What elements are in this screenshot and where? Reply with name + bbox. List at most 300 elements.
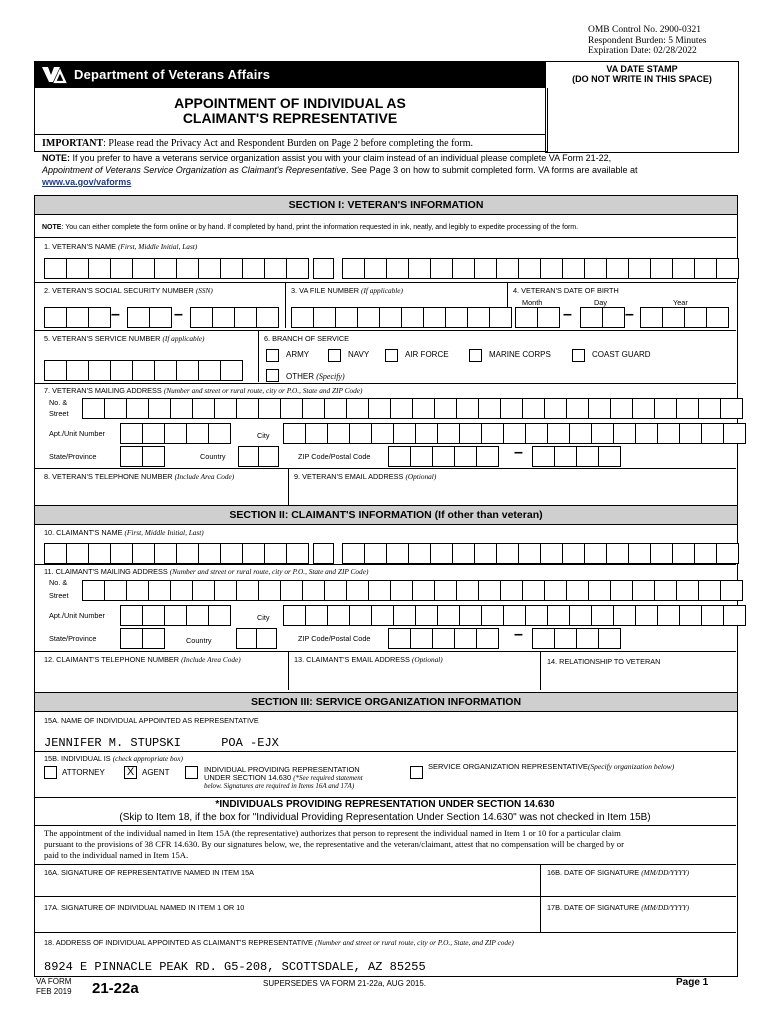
char-box[interactable] — [154, 543, 177, 564]
char-box[interactable] — [236, 398, 259, 419]
marine-corps-checkbox[interactable] — [469, 349, 482, 362]
char-box[interactable] — [234, 307, 257, 328]
veteran-name-label: 1. VETERAN'S NAME (First, Middle Initial, Last) — [44, 242, 198, 251]
char-box[interactable] — [110, 543, 133, 564]
char-box[interactable] — [132, 360, 155, 381]
char-box[interactable] — [132, 543, 155, 564]
char-box[interactable] — [566, 398, 589, 419]
char-box[interactable] — [537, 307, 560, 328]
claimant-zip-boxes[interactable] — [388, 628, 498, 649]
dob-month-boxes[interactable] — [515, 307, 559, 328]
char-box[interactable] — [66, 543, 89, 564]
char-box[interactable] — [198, 360, 221, 381]
claimant-state-boxes[interactable] — [120, 628, 164, 649]
char-box[interactable] — [349, 423, 372, 444]
char-box[interactable] — [313, 543, 334, 564]
char-box[interactable] — [283, 423, 306, 444]
char-box[interactable] — [716, 258, 739, 279]
char-box[interactable] — [679, 605, 702, 626]
char-box[interactable] — [606, 258, 629, 279]
char-box[interactable] — [430, 543, 453, 564]
char-box[interactable] — [628, 543, 651, 564]
ssn-boxes-1[interactable] — [44, 307, 110, 328]
char-box[interactable] — [104, 398, 127, 419]
char-box[interactable] — [576, 628, 599, 649]
char-box[interactable] — [662, 307, 685, 328]
veteran-first-name-boxes[interactable] — [44, 258, 308, 279]
claimant-state-label: State/Province — [49, 634, 97, 643]
char-box[interactable] — [164, 605, 187, 626]
char-box[interactable] — [454, 446, 477, 467]
char-box[interactable] — [580, 307, 603, 328]
char-box[interactable] — [170, 580, 193, 601]
char-box[interactable] — [635, 605, 658, 626]
char-box[interactable] — [432, 446, 455, 467]
ssn-boxes-2[interactable] — [127, 307, 171, 328]
char-box[interactable] — [415, 605, 438, 626]
char-box[interactable] — [650, 258, 673, 279]
char-box[interactable] — [127, 307, 150, 328]
char-box[interactable] — [606, 543, 629, 564]
char-box[interactable] — [214, 398, 237, 419]
dob-year-label: Year — [673, 298, 688, 307]
char-box[interactable] — [554, 446, 577, 467]
veteran-email-label: 9. VETERAN'S EMAIL ADDRESS (Optional) — [294, 472, 437, 481]
char-box[interactable] — [408, 543, 431, 564]
char-box[interactable] — [142, 446, 165, 467]
char-box[interactable] — [192, 398, 215, 419]
char-box[interactable] — [212, 307, 235, 328]
char-box[interactable] — [236, 628, 257, 649]
char-box[interactable] — [371, 605, 394, 626]
char-box[interactable] — [676, 580, 699, 601]
veteran-zip-boxes[interactable] — [388, 446, 498, 467]
char-box[interactable] — [610, 398, 633, 419]
service-org-label: SERVICE ORGANIZATION REPRESENTATIVE(Specify organization below) — [428, 762, 675, 771]
char-box[interactable] — [588, 398, 611, 419]
char-box[interactable] — [280, 398, 303, 419]
char-box[interactable] — [214, 580, 237, 601]
char-box[interactable] — [503, 423, 526, 444]
veteran-street-boxes[interactable] — [82, 398, 742, 419]
char-box[interactable] — [500, 580, 523, 601]
char-box[interactable] — [694, 543, 717, 564]
char-box[interactable] — [176, 543, 199, 564]
char-box[interactable] — [723, 605, 746, 626]
char-box[interactable] — [236, 580, 259, 601]
char-box[interactable] — [584, 543, 607, 564]
char-box[interactable] — [544, 580, 567, 601]
char-box[interactable] — [496, 258, 519, 279]
char-box[interactable] — [120, 628, 143, 649]
char-box[interactable] — [694, 258, 717, 279]
char-box[interactable] — [525, 605, 548, 626]
char-box[interactable] — [44, 258, 67, 279]
char-box[interactable] — [474, 543, 497, 564]
veteran-city-boxes[interactable] — [283, 423, 745, 444]
char-box[interactable] — [186, 423, 209, 444]
other-checkbox[interactable] — [266, 369, 279, 382]
veteran-last-name-boxes[interactable] — [342, 258, 738, 279]
char-box[interactable] — [242, 543, 265, 564]
char-box[interactable] — [598, 446, 621, 467]
ssn-boxes-3[interactable] — [190, 307, 278, 328]
char-box[interactable] — [632, 580, 655, 601]
char-box[interactable] — [192, 580, 215, 601]
char-box[interactable] — [327, 423, 350, 444]
char-box[interactable] — [554, 628, 577, 649]
char-box[interactable] — [657, 423, 680, 444]
char-box[interactable] — [591, 605, 614, 626]
veteran-phone-label: 8. VETERAN'S TELEPHONE NUMBER (Include Area Code) — [44, 472, 235, 481]
char-box[interactable] — [701, 605, 724, 626]
char-box[interactable] — [610, 580, 633, 601]
char-box[interactable] — [88, 543, 111, 564]
char-box[interactable] — [371, 423, 394, 444]
char-box[interactable] — [410, 446, 433, 467]
char-box[interactable] — [335, 307, 358, 328]
char-box[interactable] — [176, 360, 199, 381]
coast-guard-checkbox[interactable] — [572, 349, 585, 362]
char-box[interactable] — [628, 258, 651, 279]
char-box[interactable] — [474, 258, 497, 279]
char-box[interactable] — [698, 398, 721, 419]
char-box[interactable] — [540, 258, 563, 279]
char-box[interactable] — [544, 398, 567, 419]
char-box[interactable] — [684, 307, 707, 328]
char-box[interactable] — [364, 258, 387, 279]
char-box[interactable] — [82, 398, 105, 419]
char-box[interactable] — [126, 580, 149, 601]
char-box[interactable] — [176, 258, 199, 279]
char-box[interactable] — [430, 258, 453, 279]
individual-14630-checkbox[interactable] — [185, 766, 198, 779]
stamp-note: (DO NOT WRITE IN THIS SPACE) — [572, 74, 712, 84]
char-box[interactable] — [208, 605, 231, 626]
char-box[interactable] — [313, 258, 334, 279]
char-box[interactable] — [148, 580, 171, 601]
char-box[interactable] — [66, 307, 89, 328]
char-box[interactable] — [88, 307, 111, 328]
char-box[interactable] — [401, 307, 424, 328]
char-box[interactable] — [716, 543, 739, 564]
marine-corps-label: MARINE CORPS — [489, 350, 551, 359]
char-box[interactable] — [540, 543, 563, 564]
char-box[interactable] — [132, 258, 155, 279]
char-box[interactable] — [349, 605, 372, 626]
apt-label: Apt./Unit Number — [49, 429, 105, 438]
veteran-state-boxes[interactable] — [120, 446, 164, 467]
char-box[interactable] — [44, 543, 67, 564]
char-box[interactable] — [44, 307, 67, 328]
char-box[interactable] — [525, 423, 548, 444]
char-box[interactable] — [379, 307, 402, 328]
char-box[interactable] — [434, 580, 457, 601]
char-box[interactable] — [220, 258, 243, 279]
char-box[interactable] — [456, 398, 479, 419]
char-box[interactable] — [547, 605, 570, 626]
char-box[interactable] — [701, 423, 724, 444]
claimant-middle-initial-box[interactable] — [313, 543, 333, 564]
char-box[interactable] — [346, 398, 369, 419]
air-force-checkbox[interactable] — [385, 349, 398, 362]
service-number-boxes[interactable] — [44, 360, 242, 381]
char-box[interactable] — [88, 258, 111, 279]
dob-year-boxes[interactable] — [640, 307, 728, 328]
char-box[interactable] — [198, 258, 221, 279]
char-box[interactable] — [327, 605, 350, 626]
char-box[interactable] — [357, 307, 380, 328]
char-box[interactable] — [386, 543, 409, 564]
char-box[interactable] — [324, 398, 347, 419]
dob-dash-2: – — [625, 306, 634, 323]
veteran-middle-initial-box[interactable] — [313, 258, 333, 279]
char-box[interactable] — [584, 258, 607, 279]
char-box[interactable] — [264, 543, 287, 564]
ssn-dash-1: – — [111, 306, 120, 323]
char-box[interactable] — [258, 446, 279, 467]
char-box[interactable] — [142, 605, 165, 626]
char-box[interactable] — [452, 543, 475, 564]
dob-label: 4. VETERAN'S DATE OF BIRTH — [513, 286, 619, 295]
char-box[interactable] — [481, 605, 504, 626]
char-box[interactable] — [154, 360, 177, 381]
char-box[interactable] — [434, 398, 457, 419]
char-box[interactable] — [190, 307, 213, 328]
char-box[interactable] — [454, 628, 477, 649]
rep-address-value[interactable]: 8924 E PINNACLE PEAK RD. G5-208, SCOTTSDALE, AZ 85255 — [44, 960, 426, 974]
char-box[interactable] — [120, 423, 143, 444]
char-box[interactable] — [602, 307, 625, 328]
char-box[interactable] — [220, 360, 243, 381]
char-box[interactable] — [305, 423, 328, 444]
claimant-last-name-boxes[interactable] — [342, 543, 738, 564]
claimant-street-number-label: No. & — [49, 578, 68, 587]
claimant-street-boxes[interactable] — [82, 580, 742, 601]
char-box[interactable] — [88, 360, 111, 381]
char-box[interactable] — [408, 258, 431, 279]
char-box[interactable] — [503, 605, 526, 626]
char-box[interactable] — [120, 446, 143, 467]
char-box[interactable] — [142, 628, 165, 649]
char-box[interactable] — [164, 423, 187, 444]
char-box[interactable] — [66, 360, 89, 381]
char-box[interactable] — [566, 580, 589, 601]
veteran-zip4-boxes[interactable] — [532, 446, 620, 467]
char-box[interactable] — [720, 580, 743, 601]
char-box[interactable] — [66, 258, 89, 279]
agent-checkbox[interactable]: X — [124, 766, 137, 779]
char-box[interactable] — [650, 543, 673, 564]
char-box[interactable] — [44, 360, 67, 381]
claimant-country-boxes[interactable] — [236, 628, 276, 649]
char-box[interactable] — [82, 580, 105, 601]
char-box[interactable] — [496, 543, 519, 564]
char-box[interactable] — [126, 398, 149, 419]
char-box[interactable] — [657, 605, 680, 626]
char-box[interactable] — [412, 398, 435, 419]
char-box[interactable] — [532, 628, 555, 649]
char-box[interactable] — [489, 307, 512, 328]
char-box[interactable] — [324, 580, 347, 601]
char-box[interactable] — [706, 307, 729, 328]
char-box[interactable] — [302, 398, 325, 419]
char-box[interactable] — [388, 628, 411, 649]
char-box[interactable] — [632, 398, 655, 419]
char-box[interactable] — [569, 423, 592, 444]
char-box[interactable] — [522, 580, 545, 601]
char-box[interactable] — [410, 628, 433, 649]
char-box[interactable] — [481, 423, 504, 444]
char-box[interactable] — [286, 543, 309, 564]
va-forms-link[interactable]: www.va.gov/vaforms — [42, 177, 132, 187]
rep-name-value[interactable]: JENNIFER M. STUPSKI POA -EJX — [44, 736, 279, 750]
char-box[interactable] — [346, 580, 369, 601]
char-box[interactable] — [569, 605, 592, 626]
char-box[interactable] — [198, 543, 221, 564]
char-box[interactable] — [432, 628, 455, 649]
claimant-city-boxes[interactable] — [283, 605, 745, 626]
char-box[interactable] — [393, 605, 416, 626]
char-box[interactable] — [459, 423, 482, 444]
char-box[interactable] — [256, 307, 279, 328]
char-box[interactable] — [518, 258, 541, 279]
claimant-zip4-boxes[interactable] — [532, 628, 620, 649]
char-box[interactable] — [220, 543, 243, 564]
char-box[interactable] — [452, 258, 475, 279]
char-box[interactable] — [478, 398, 501, 419]
char-box[interactable] — [154, 258, 177, 279]
char-box[interactable] — [518, 543, 541, 564]
section-3-header: SECTION III: SERVICE ORGANIZATION INFORMATION — [35, 692, 737, 712]
char-box[interactable] — [368, 580, 391, 601]
char-box[interactable] — [258, 398, 281, 419]
char-box[interactable] — [456, 580, 479, 601]
agency-banner — [34, 61, 546, 88]
char-box[interactable] — [437, 605, 460, 626]
char-box[interactable] — [532, 446, 555, 467]
char-box[interactable] — [720, 398, 743, 419]
char-box[interactable] — [342, 258, 365, 279]
char-box[interactable] — [679, 423, 702, 444]
section-1-header: SECTION I: VETERAN'S INFORMATION — [35, 195, 737, 215]
char-box[interactable] — [635, 423, 658, 444]
char-box[interactable] — [598, 628, 621, 649]
claimant-first-name-boxes[interactable] — [44, 543, 308, 564]
army-checkbox[interactable] — [266, 349, 279, 362]
char-box[interactable] — [280, 580, 303, 601]
char-box[interactable] — [672, 258, 695, 279]
char-box[interactable] — [110, 258, 133, 279]
char-box[interactable] — [142, 423, 165, 444]
char-box[interactable] — [613, 423, 636, 444]
char-box[interactable] — [110, 360, 133, 381]
char-box[interactable] — [305, 605, 328, 626]
char-box[interactable] — [238, 446, 259, 467]
char-box[interactable] — [342, 543, 365, 564]
char-box[interactable] — [256, 628, 277, 649]
char-box[interactable] — [640, 307, 663, 328]
char-box[interactable] — [186, 605, 209, 626]
char-box[interactable] — [437, 423, 460, 444]
char-box[interactable] — [654, 580, 677, 601]
stamp-title: VA DATE STAMP — [606, 64, 678, 74]
char-box[interactable] — [478, 580, 501, 601]
char-box[interactable] — [522, 398, 545, 419]
char-box[interactable] — [423, 307, 446, 328]
char-box[interactable] — [467, 307, 490, 328]
char-box[interactable] — [412, 580, 435, 601]
agent-label: AGENT — [142, 768, 170, 777]
char-box[interactable] — [258, 580, 281, 601]
signature-16a-field[interactable] — [34, 880, 540, 896]
char-box[interactable] — [562, 258, 585, 279]
char-box[interactable] — [388, 446, 411, 467]
char-box[interactable] — [591, 423, 614, 444]
char-box[interactable] — [291, 307, 314, 328]
char-box[interactable] — [313, 307, 336, 328]
section-14630-title: *INDIVIDUALS PROVIDING REPRESENTATION UNDER SECTION 14.630 — [215, 799, 555, 810]
char-box[interactable] — [390, 580, 413, 601]
char-box[interactable] — [676, 398, 699, 419]
ssn-label: 2. VETERAN'S SOCIAL SECURITY NUMBER (SSN) — [44, 286, 213, 295]
veteran-country-boxes[interactable] — [238, 446, 278, 467]
char-box[interactable] — [459, 605, 482, 626]
veteran-apt-boxes[interactable] — [120, 423, 230, 444]
char-box[interactable] — [264, 258, 287, 279]
char-box[interactable] — [148, 398, 171, 419]
city-label: City — [257, 431, 270, 440]
char-box[interactable] — [672, 543, 695, 564]
char-box[interactable] — [500, 398, 523, 419]
char-box[interactable] — [445, 307, 468, 328]
char-box[interactable] — [364, 543, 387, 564]
char-box[interactable] — [242, 258, 265, 279]
char-box[interactable] — [390, 398, 413, 419]
char-box[interactable] — [120, 605, 143, 626]
char-box[interactable] — [208, 423, 231, 444]
char-box[interactable] — [302, 580, 325, 601]
attorney-checkbox[interactable] — [44, 766, 57, 779]
signature-17a-field[interactable] — [34, 914, 540, 932]
char-box[interactable] — [654, 398, 677, 419]
char-box[interactable] — [698, 580, 721, 601]
char-box[interactable] — [104, 580, 127, 601]
char-box[interactable] — [415, 423, 438, 444]
char-box[interactable] — [515, 307, 538, 328]
navy-checkbox[interactable] — [328, 349, 341, 362]
char-box[interactable] — [562, 543, 585, 564]
service-org-checkbox[interactable] — [410, 766, 423, 779]
char-box[interactable] — [476, 446, 499, 467]
char-box[interactable] — [386, 258, 409, 279]
char-box[interactable] — [613, 605, 636, 626]
char-box[interactable] — [286, 258, 309, 279]
char-box[interactable] — [149, 307, 172, 328]
char-box[interactable] — [393, 423, 416, 444]
char-box[interactable] — [283, 605, 306, 626]
claimant-apt-boxes[interactable] — [120, 605, 230, 626]
char-box[interactable] — [547, 423, 570, 444]
dob-day-boxes[interactable] — [580, 307, 624, 328]
char-box[interactable] — [576, 446, 599, 467]
char-box[interactable] — [476, 628, 499, 649]
char-box[interactable] — [588, 580, 611, 601]
char-box[interactable] — [170, 398, 193, 419]
file-number-boxes[interactable] — [291, 307, 511, 328]
char-box[interactable] — [723, 423, 746, 444]
char-box[interactable] — [368, 398, 391, 419]
